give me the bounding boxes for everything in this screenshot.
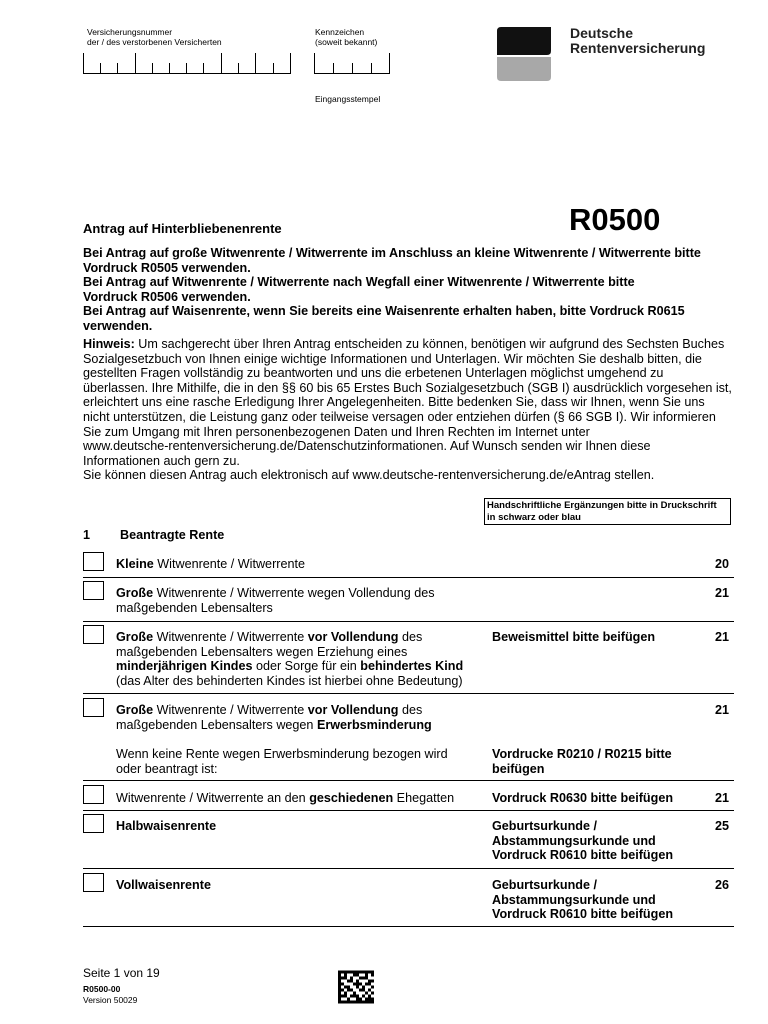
checkbox-grosse-witwenrente-kind[interactable] [83, 625, 104, 644]
section-number: 1 [83, 528, 91, 542]
section-title: Beantragte Rente [120, 528, 225, 542]
option-code: 20 [714, 557, 729, 571]
option-vollwaisenrente-label: Vollwaisenrente [116, 878, 211, 892]
option-code: 21 [714, 586, 729, 600]
row-divider [83, 868, 734, 869]
option-note: Geburtsurkunde / Abstammungsurkunde und Vordruck R0610 bitte beifügen [492, 878, 674, 922]
receipt-stamp-label: Eingangsstempel [315, 94, 381, 104]
option-note: Vordrucke R0210 / R0215 bitte beifügen [492, 747, 672, 776]
handwriting-note-box: Handschriftliche Ergänzungen bitte in Druckschrift in schwarz oder blau [484, 498, 731, 525]
option-code: 21 [714, 791, 729, 805]
option-halbwaisenrente-label: Halbwaisenrente [116, 819, 217, 833]
row-divider [83, 926, 734, 927]
row-divider [83, 780, 734, 781]
option-note: Beweismittel bitte beifügen [492, 630, 656, 644]
option-erwerbsminderung-condition: Wenn keine Rente wegen Erwerbsminderung bezogen wird oder beantragt ist: [116, 747, 448, 776]
checkbox-vollwaisenrente[interactable] [83, 873, 104, 892]
row-divider [83, 621, 734, 622]
option-kleine-witwenrente-label: Kleine Witwenrente / Witwerrente [116, 557, 305, 571]
identifier-field[interactable] [314, 53, 390, 74]
form-code: R0500 [569, 202, 661, 237]
option-code: 21 [714, 703, 729, 717]
option-code: 25 [714, 819, 729, 833]
checkbox-grosse-witwenrente-vollendung[interactable] [83, 581, 104, 600]
checkbox-witwenrente-geschiedene[interactable] [83, 785, 104, 804]
form-title: Antrag auf Hinterbliebenenrente [83, 221, 282, 236]
form-version: Version 50029 [83, 995, 138, 1005]
row-divider [83, 810, 734, 811]
identifier-label: Kennzeichen (soweit bekannt) [315, 27, 378, 47]
page-number: Seite 1 von 19 [83, 966, 160, 980]
option-note: Vordruck R0630 bitte beifügen [492, 791, 674, 805]
insurance-number-label: Versicherungsnummer der / des verstorbenen Versicherten [87, 27, 222, 47]
barcode-icon [338, 970, 374, 1004]
form-id: R0500-00 [83, 984, 121, 994]
checkbox-halbwaisenrente[interactable] [83, 814, 104, 833]
hint-label: Hinweis: [83, 337, 135, 351]
checkbox-kleine-witwenrente[interactable] [83, 552, 104, 571]
insurance-number-field[interactable] [83, 53, 291, 74]
drv-logo-text: Deutsche Rentenversicherung [570, 25, 706, 56]
checkbox-grosse-witwenrente-erwerbsminderung[interactable] [83, 698, 104, 717]
intro-instructions: Bei Antrag auf große Witwenrente / Witwerrente im Anschluss an kleine Witwenrente / Witwerrente bitte Vordruck R0505 verwenden. Bei Antrag auf Witwenrente / Witwerrente nach Wegfall einer Witwenrente / Witwerrente bitte Vordruck R0506 verwenden. Bei Antrag auf Waisenrente, wenn Sie bereits eine Waisenrente erhalten haben, bitte Vordruck R0615 verwenden. [83, 246, 701, 333]
drv-logo-mark [497, 27, 551, 81]
row-divider [83, 577, 734, 578]
option-witwenrente-geschiedene-label: Witwenrente / Witwerrente an den geschiedenen Ehegatten [116, 791, 455, 805]
option-grosse-witwenrente-kind-label: Große Witwenrente / Witwerrente vor Vollendung des maßgebenden Lebensalters wegen Erziehung eines minderjährigen Kindes oder Sorge für ein behindertes Kind (das Alter des behinderten Kindes ist hierbei ohne Bedeutung) [116, 630, 464, 688]
option-grosse-witwenrente-erwerbsminderung-label: Große Witwenrente / Witwerrente vor Vollendung des maßgebenden Lebensalters wegen Erwerbsminderung [116, 703, 432, 732]
option-code: 26 [714, 878, 729, 892]
option-code: 21 [714, 630, 729, 644]
option-grosse-witwenrente-vollendung-label: Große Witwenrente / Witwerrente wegen Vollendung des maßgebenden Lebensalters [116, 586, 435, 615]
hint-paragraph: Hinweis: Um sachgerecht über Ihren Antrag entscheiden zu können, benötigen wir aufgrund des Sechsten Buches Sozialgesetzbuch von Ihnen einige wichtige Informationen und Unterlagen. Wir möchten Sie deshalb bitten, die gestellten Fragen vollständig zu beantworten und uns die erbetenen Unterlagen möglichst umgehend zu überlassen. Ihre Mithilfe, die in den §§ 60 bis 65 Erstes Buch Sozialgesetzbuch (SGB I) ausdrücklich vorgesehen ist, erleichtert uns eine rasche Erledigung Ihrer Angelegenheiten. Bitte bedenken Sie, dass wir Ihnen, wenn Sie uns nicht unterstützen, die Leistung ganz oder teilweise versagen oder entziehen dürfen (§ 66 SGB I). Wir informieren Sie zum Umgang mit Ihren personenbezogenen Daten und Ihren Rechten im Internet unter www.deutsche-rentenversicherung.de/Datenschutzinformationen. Auf Wunsch senden wir Ihnen diese Informationen auch gern zu. Sie können diesen Antrag auch elektronisch auf www.deutsche-rentenversicherung.de/eAntrag stellen. [83, 337, 732, 483]
option-note: Geburtsurkunde / Abstammungsurkunde und Vordruck R0610 bitte beifügen [492, 819, 674, 863]
row-divider [83, 693, 734, 694]
